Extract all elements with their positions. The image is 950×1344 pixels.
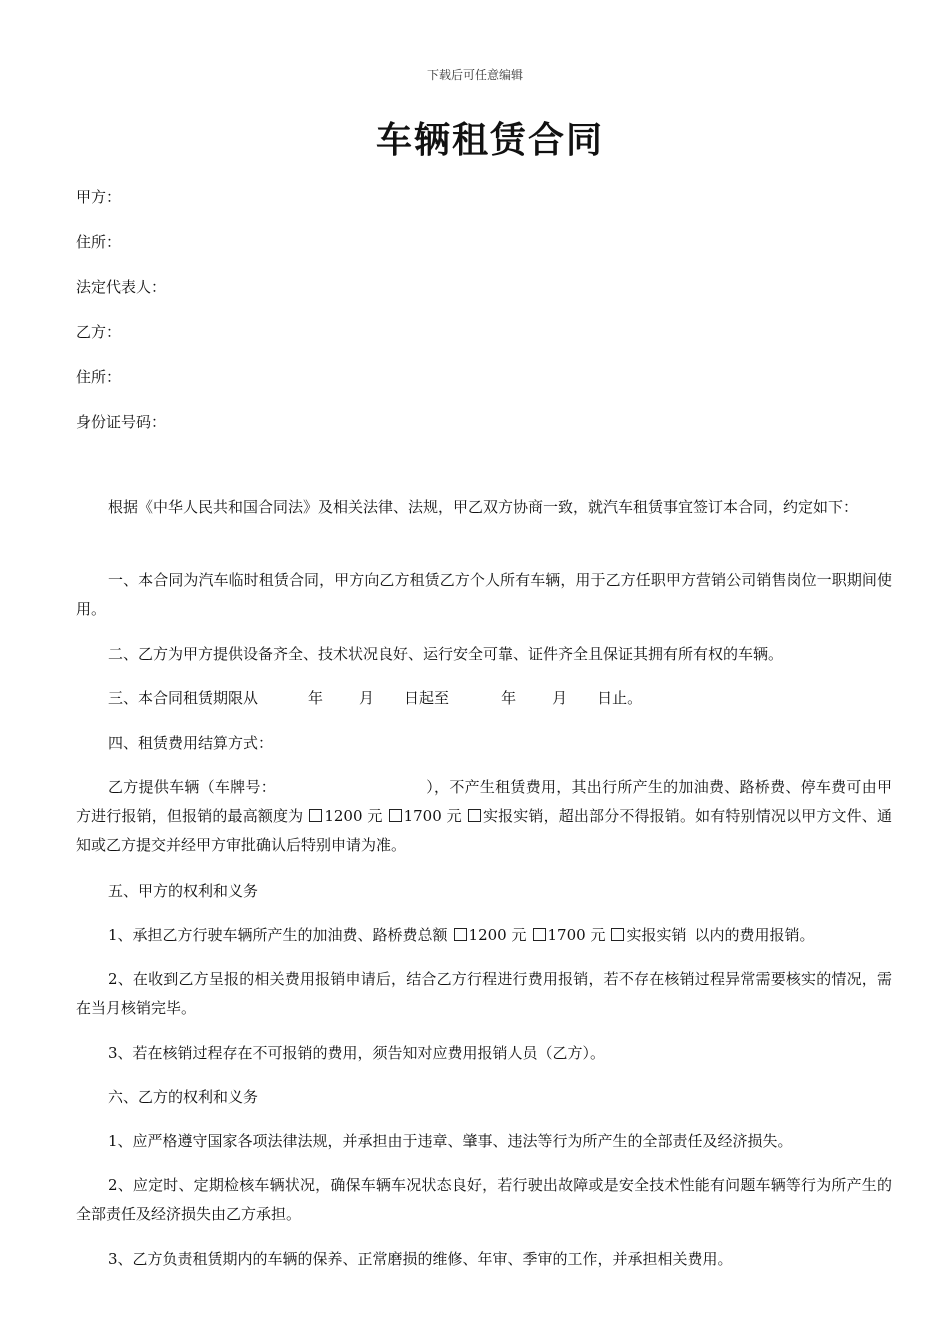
- checkbox-5-1-1200[interactable]: [454, 928, 467, 941]
- clause-6-2-paragraph: 2、应定时、定期检核车辆状况，确保车辆车况状态良好，若行驶出故障或是安全技术性能有问题车辆等行为所产生的全部责任及经济损失由乙方承担。: [76, 1176, 892, 1223]
- option-5-1-1200-label: 1200 元: [468, 926, 527, 944]
- clause-6-3-paragraph: 3、乙方负责租赁期内的车辆的保养、正常磨损的维修、年审、季审的工作，并承担相关费用。: [108, 1250, 733, 1268]
- option-5-1-1700-label: 1700 元: [547, 926, 606, 944]
- clause-4-title: 四、租赁费用结算方式：: [108, 734, 274, 752]
- document-title: 车辆租赁合同: [375, 120, 604, 161]
- option-actual-label: 实报实销，超出部分不得报销。如有特别情况以甲方文件、通知或乙方提交并经甲方审批确认后特别申请为准。: [76, 807, 892, 854]
- clause-3-start-day: 日起至: [404, 689, 450, 707]
- clause-6-1-paragraph: 1、应严格遵守国家各项法律法规，并承担由于违章、肇事、违法等行为所产生的全部责任及经济损失。: [108, 1132, 793, 1150]
- id-number-label: 身份证号码：: [76, 413, 167, 431]
- clause-4-body: [76, 773, 892, 860]
- clause-3-end-day: 日止。: [597, 689, 643, 707]
- clause-3-paragraph: [76, 684, 892, 713]
- party-a-label: 甲方：: [76, 188, 122, 206]
- clause-5-title: 五、甲方的权利和义务: [108, 882, 259, 900]
- checkbox-1700[interactable]: [389, 809, 402, 822]
- clause-3-end-month: 月: [552, 689, 568, 707]
- party-b-label: 乙方：: [76, 323, 122, 341]
- option-1200-label: 1200 元: [324, 807, 383, 825]
- checkbox-5-1-actual[interactable]: [611, 928, 624, 941]
- option-1700-label: 1700 元: [403, 807, 462, 825]
- clause-6-title: 六、乙方的权利和义务: [108, 1088, 259, 1106]
- clause-4-plate-label: 乙方提供车辆（车牌号：: [108, 778, 277, 796]
- clause-5-2-paragraph: 2、在收到乙方呈报的相关费用报销申请后，结合乙方行程进行费用报销，若不存在核销过程异常需要核实的情况，需在当月核销完毕。: [76, 970, 892, 1017]
- checkbox-actual-reimbursement[interactable]: [468, 809, 481, 822]
- legal-representative-label: 法定代表人：: [76, 278, 167, 296]
- checkbox-1200[interactable]: [309, 809, 322, 822]
- clause-3-end-year: 年: [501, 689, 517, 707]
- clause-1-paragraph: 一、本合同为汽车临时租赁合同，甲方向乙方租赁乙方个人所有车辆，用于乙方任职甲方营销公司销售岗位一职期间使用。: [76, 571, 892, 618]
- party-b-address-label: 住所：: [76, 368, 122, 386]
- clause-5-3-paragraph: 3、若在核销过程存在不可报销的费用，须告知对应费用报销人员（乙方）。: [108, 1044, 606, 1062]
- clause-3-prefix: 三、本合同租赁期限从: [108, 689, 259, 707]
- clause-3-start-year: 年: [308, 689, 324, 707]
- option-5-1-actual-label: 实报实销: [626, 926, 687, 944]
- clause-5-1-paragraph: [76, 921, 892, 950]
- header-note: 下载后可任意编辑: [426, 68, 523, 82]
- preamble-paragraph: 根据《中华人民共和国合同法》及相关法律、法规，甲乙双方协商一致，就汽车租赁事宜签订本合同，约定如下：: [108, 498, 859, 516]
- clause-3-start-month: 月: [359, 689, 375, 707]
- clause-5-1-suffix: 以内的费用报销。: [694, 926, 815, 944]
- clause-5-1-prefix: 1、承担乙方行驶车辆所产生的加油费、路桥费总额: [108, 926, 448, 944]
- checkbox-5-1-1700[interactable]: [533, 928, 546, 941]
- clause-2-paragraph: 二、乙方为甲方提供设备齐全、技术状况良好、运行安全可靠、证件齐全且保证其拥有所有权的车辆。: [108, 645, 784, 663]
- clause-4-body-text: ），不产生租赁费用，其出行所产生的加油费、路桥费、停车费可由甲方进行报销，但报销的最高额度为: [76, 778, 892, 825]
- party-a-address-label: 住所：: [76, 233, 122, 251]
